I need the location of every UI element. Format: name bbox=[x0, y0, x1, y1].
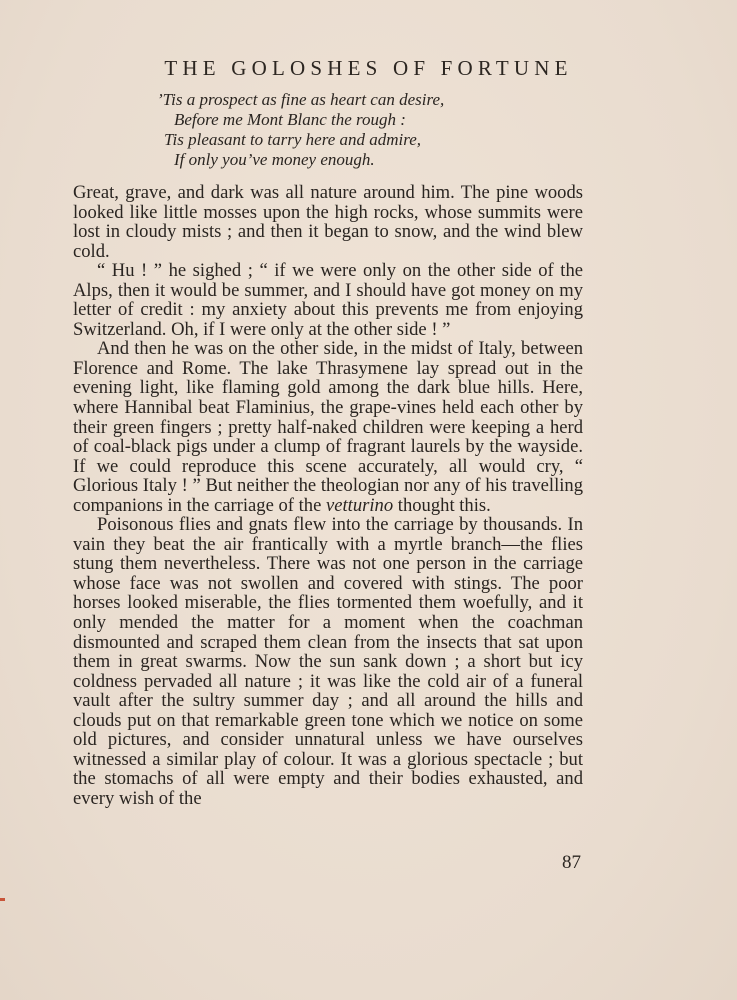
edge-mark bbox=[0, 898, 5, 901]
verse-line-4: If only you’ve money enough. bbox=[174, 150, 375, 169]
verse-stanza bbox=[157, 90, 577, 170]
verse-line-2: Before me Mont Blanc the rough : bbox=[174, 110, 406, 129]
paragraph-1: Great, grave, and dark was all nature around him. The pine woods looked like little mosses upon the high rocks, whose summits were lost in cloudy mists ; and then it began to snow, and the wind blew cold. bbox=[73, 182, 583, 262]
running-head: THE GOLOSHES OF FORTUNE bbox=[164, 56, 573, 80]
verse-line-3: Tis pleasant to tarry here and admire, bbox=[164, 130, 422, 149]
paragraph-4: Poisonous flies and gnats flew into the carriage by thousands. In vain they beat the air frantically with a myrtle branch—the flies stung them nevertheless. There was not one person in the carriage whose face was not swollen and covered with stings. The poor horses looked miserable, the flies tormented them woefully, and it only mended the matter for a moment when the coachman dismounted and scraped them clean from the insects that sat upon them in great swarms. Now the sun sank down ; a short but icy coldness pervaded all nature ; it was like the cold air of a funeral vault after the sultry summer day ; and all around the hills and clouds put on that remarkable green tone which we notice on some old pictures, and consider unnatural unless we have ourselves witnessed a similar play of colour. It was a glorious spectacle ; but the stomachs of all were empty and their bodies exhausted, and every wish of the bbox=[73, 514, 583, 809]
page-number: 87 bbox=[562, 852, 581, 873]
paragraph-3-text: And then he was on the other side, in the midst of Italy, between Florence and Rome. The lake Thrasymene lay spread out in the evening light, like flaming gold among the dark blue hills. Here, where Hannibal beat Flaminius, the grape-vines held each other by their green fingers ; pretty half-naked children were keeping a herd of coal-black pigs under a clump of fragrant laurels by the wayside. If we could reproduce this scene accurately, all would cry, “ Glorious Italy ! ” But neither the theologian nor any of his travelling companions in the carriage of the bbox=[73, 338, 583, 516]
verse-line-1: ’Tis a prospect as fine as heart can desire, bbox=[157, 90, 445, 109]
italic-word: vetturino bbox=[326, 494, 394, 516]
paragraph-2: “ Hu ! ” he sighed ; “ if we were only on the other side of the Alps, then it would be summer, and I should have got money on my letter of credit : my anxiety about this prevents me from enjoying Switzerland. Oh, if I were only at the other side ! ” bbox=[73, 260, 583, 340]
paragraph-3 bbox=[73, 339, 583, 515]
body-text bbox=[73, 183, 583, 809]
paragraph-3-end: thought this. bbox=[397, 494, 491, 516]
